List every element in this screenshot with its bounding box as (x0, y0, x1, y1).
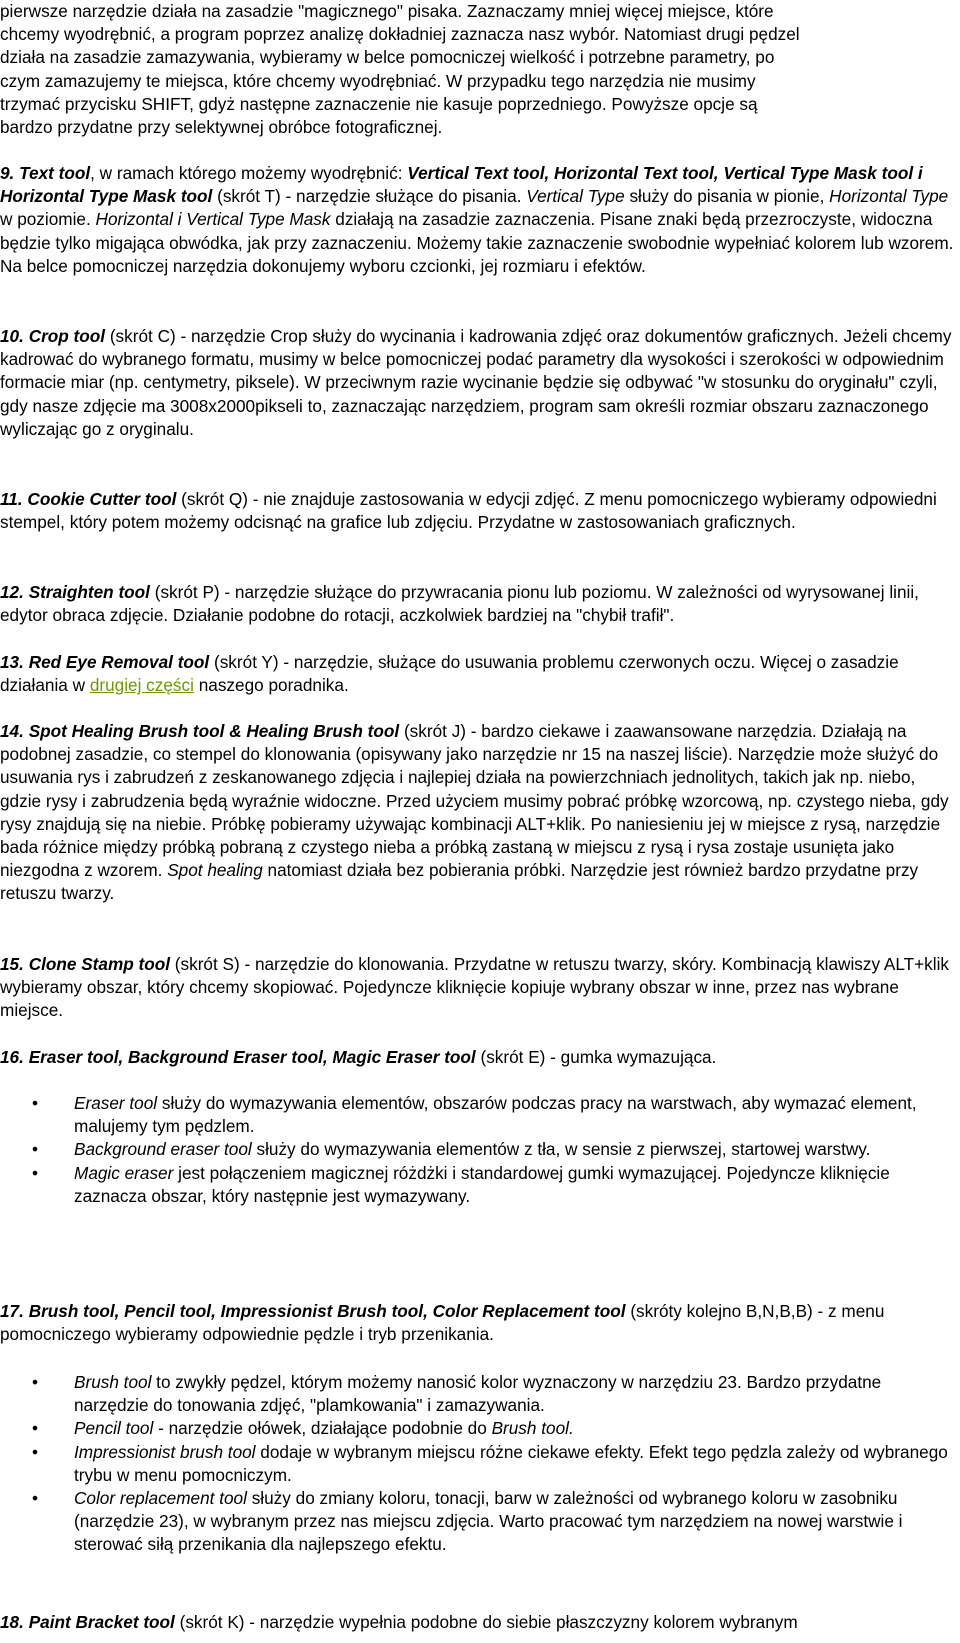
list-item (0, 1487, 960, 1557)
section-15 (0, 953, 960, 1023)
term: Background eraser tool (74, 1139, 252, 1160)
section-number: 14. (0, 721, 24, 741)
bullet: • (32, 1139, 39, 1160)
bullet: • (32, 1441, 39, 1462)
bullet: • (32, 1162, 39, 1183)
tool-name: Cookie Cutter tool (27, 489, 177, 509)
section-text: , w ramach którego możemy wyodrębnić: (90, 163, 408, 183)
intro-line: bardzo przydatne przy selektywnej obróbce fotograficznej. (0, 117, 443, 138)
tool-name: Straighten tool (28, 582, 150, 602)
section-number: 17. (0, 1301, 24, 1321)
drugiej-czesci-link[interactable]: drugiej części (89, 675, 194, 696)
section-text: (skrót Y) - narzędzie, służące do usuwania problemu czerwonych oczu. Więcej o zasadzie działania w (0, 652, 899, 696)
term: Brush tool. (491, 1418, 574, 1439)
section-12 (0, 581, 960, 627)
section-number: 12. (0, 582, 24, 602)
intro-line: chcemy wyodrębnić, a program poprzez analizę dokładniej zaznacza nasz wybór. Natomiast drugi pędzel (0, 24, 800, 45)
intro-paragraph (0, 0, 960, 139)
section-text: natomiast działa bez pobierania próbki. Narzędzie jest również bardzo przydatne przy retuszu twarzy. (0, 860, 919, 904)
section-text: (skrót K) - narzędzie wypełnia podobne do siebie płaszczyzny kolorem wybranym (174, 1612, 798, 1632)
tool-name: Text tool (19, 163, 91, 183)
bullet: • (32, 1093, 39, 1113)
list-item (0, 1092, 960, 1138)
bullet: • (32, 1372, 39, 1392)
section-number: 9. (0, 163, 15, 183)
intro-line: czym zamazujemy te miejsca, które chcemy wyodrębniać. W przypadku tego narzędzia nie musimy (0, 70, 756, 91)
section-13 (0, 651, 960, 697)
tool-name: Brush tool, Pencil tool, Impressionist Brush tool, Color Replacement tool (28, 1301, 626, 1321)
section-number: 10. (0, 326, 24, 346)
list-item-text: jest połączeniem magicznej różdżki i standardowej gumki wymazującej. Pojedyncze kliknięcie zaznacza obszar, który następnie jest wymazywany. (74, 1162, 890, 1206)
section-text: służy do pisania w pionie, (624, 186, 830, 207)
tool-name: Paint Bracket tool (28, 1612, 175, 1632)
section-number: 18. (0, 1612, 24, 1632)
section-11 (0, 488, 960, 534)
section-text: działają na zasadzie zaznaczenia. Pisane znaki będą przezroczyste, widoczna będzie tylko migająca obwódka, jak przy zaznaczeniu. Możemy takie zaznaczenie swobodnie wypełniać kolorem lub wzorem. Na belce pomocniczej narzędzia dokonujemy wyboru czcionki, jej rozmiaru i efektów. (0, 209, 954, 276)
term: Impressionist brush tool (74, 1441, 256, 1462)
tool-name: Red Eye Removal tool (28, 652, 210, 672)
term: Brush tool (74, 1372, 152, 1392)
section-text: w poziomie. (0, 209, 96, 230)
section-text: (skrót T) - narzędzie służące do pisania. (212, 186, 527, 207)
tool-name: Crop tool (28, 326, 106, 346)
term: Horizontal Type (829, 186, 949, 207)
intro-line: trzymać przycisku SHIFT, gdyż następne zaznaczenie nie kasuje poprzedniego. Powyższe opcje są (0, 93, 758, 114)
list-item-text: to zwykły pędzel, którym możemy nanosić kolor wyznaczony w narzędziu 23. Bardzo przydatne narzędzie do tonowania zdjęć, "plamkowania" i zamazywania. (74, 1372, 882, 1416)
section-16-list (0, 1092, 960, 1208)
list-item (0, 1417, 960, 1440)
list-item (0, 1138, 960, 1161)
intro-line: działa na zasadzie zamazywania, wybieramy w belce pomocniczej wielkość i potrzebne parametry, po (0, 47, 775, 68)
list-item (0, 1162, 960, 1208)
intro-line: pierwsze narzędzie działa na zasadzie "magicznego" pisaka. Zaznaczamy mniej więcej miejsce, które (0, 1, 774, 21)
section-text: (skrót J) - bardzo ciekawe i zaawansowane narzędzia. Działają na podobnej zasadzie, co stempel do klonowania (opisywany jako narzędzie nr 15 na naszej liście). Narzędzie może służyć do usuwania rys i zabrudzeń z zeskanowanego zdjęcia i najlepiej działa na powierzchniach jednolitych, takich jak np. niebo, gdzie rysy i zabrudzenia będą wyraźnie widoczne. Przed użyciem musimy pobrać próbkę wzorcową, np. czystego nieba, gdy rysy znajdują się na niebie. Próbkę pobieramy używając kombinacji ALT+klik. Po naniesieniu jej w miejsce z rysą, narzędzie bada różnice między próbką pobraną z czystego nieba a próbką zastaną w miejscu z rysą i rysa zostaje usunięta jako niezgodna z wzorem. (0, 721, 949, 881)
term: Magic eraser (74, 1162, 174, 1183)
section-number: 13. (0, 652, 24, 672)
section-text: (skrót S) - narzędzie do klonowania. Przydatne w retuszu twarzy, skóry. Kombinacją klawiszy ALT+klik wybieramy obszar, który chcemy skopiować. Pojedyncze kliknięcie kopiuje wybrany obszar w inne, przez nas wybrane miejsce. (0, 954, 949, 1021)
section-17 (0, 1300, 960, 1346)
list-item-text: służy do wymazywania elementów z tła, w sensie z pierwszej, startowej warstwy. (251, 1139, 871, 1160)
section-text: (skrót E) - gumka wymazująca. (475, 1047, 717, 1067)
term: Horizontal i Vertical Type Mask (95, 209, 331, 230)
section-9 (0, 162, 960, 278)
section-16 (0, 1046, 960, 1069)
section-17-list (0, 1371, 960, 1557)
section-14 (0, 720, 960, 906)
section-text: (skróty kolejno B,N,B,B) - z menu pomocniczego wybieramy odpowiednie pędzle i tryb przenikania. (0, 1301, 885, 1345)
list-item-text: - narzędzie ołówek, działające podobnie do (153, 1418, 492, 1439)
bullet: • (32, 1488, 39, 1509)
list-item-text: dodaje w wybranym miejscu różne ciekawe efekty. Efekt tego pędzla zależy od wybranego trybu w menu pomocniczym. (74, 1441, 948, 1485)
section-number: 11. (0, 489, 23, 509)
term: Spot healing (167, 860, 263, 881)
term: Vertical Type (526, 186, 625, 207)
section-10 (0, 325, 960, 441)
list-item (0, 1371, 960, 1417)
section-text: (skrót P) - narzędzie służące do przywracania pionu lub poziomu. W zależności od wyrysowanej linii, edytor obraca zdjęcie. Działanie podobne do rotacji, aczkolwiek bardziej na "chybił trafił". (0, 582, 919, 626)
section-18 (0, 1611, 960, 1634)
term: Color replacement tool (74, 1488, 247, 1509)
list-item-text: służy do zmiany koloru, tonacji, barw w zależności od wybranego koloru w zasobniku (narzędzie 23), w wybranym przez nas miejscu zdjęcia. Warto pracować tym narzędziem na nowej warstwie i sterować siłą przenikania dla najlepszego efektu. (74, 1488, 903, 1555)
section-text: (skrót C) - narzędzie Crop służy do wycinania i kadrowania zdjęć oraz dokumentów graficznych. Jeżeli chcemy kadrować do wybranego formatu, musimy w belce pomocniczej podać parametry dla wysokości i szerokości w odpowiednim formacie miar (np. centymetry, piksele). W przeciwnym razie wycinanie będzie się odbywać "w stosunku do oryginału" czyli, gdy nasze zdjęcie ma 3008x2000pikseli to, zaznaczając narzędziem, program sam określi rozmiar obszaru zaznaczonego wyliczając go z oryginalu. (0, 326, 952, 439)
list-item (0, 1441, 960, 1487)
term: Pencil tool (74, 1418, 154, 1439)
section-text: (skrót Q) - nie znajduje zastosowania w edycji zdjęć. Z menu pomocniczego wybieramy odpowiedni stempel, który potem możemy odcisnąć na grafice lub zdjęciu. Przydatne w zastosowaniach graficznych. (0, 489, 937, 533)
tool-name: Eraser tool, Background Eraser tool, Magic Eraser tool (28, 1047, 476, 1067)
tool-name: Clone Stamp tool (28, 954, 171, 974)
list-item-text: służy do wymazywania elementów, obszarów podczas pracy na warstwach, aby wymazać element, malujemy tym pędzlem. (74, 1093, 917, 1137)
section-number: 16. (0, 1047, 24, 1067)
bullet: • (32, 1418, 39, 1439)
section-text: naszego poradnika. (193, 675, 349, 696)
tool-name: Spot Healing Brush tool & Healing Brush tool (28, 721, 400, 741)
section-number: 15. (0, 954, 24, 974)
tool-list: Vertical Text tool, Horizontal Text tool, Vertical Type Mask tool i Horizontal Type Mask tool (0, 163, 923, 207)
term: Eraser tool (74, 1093, 158, 1113)
